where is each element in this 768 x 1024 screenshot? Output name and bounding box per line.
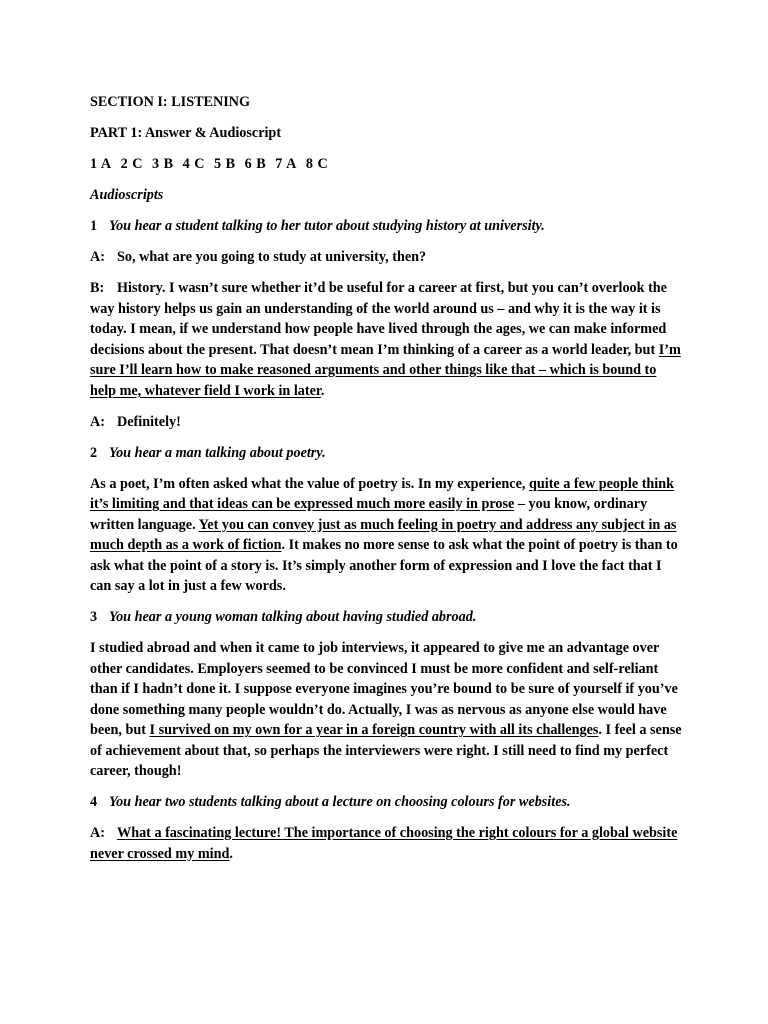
q1-prompt-text: You hear a student talking to her tutor about studying history at university. [109,218,545,234]
q2-text-2: – you know, ordinary written language. [90,496,648,533]
q1-line-a-text: So, what are you going to study at university, then? [117,249,427,265]
q2-text-3: . It makes no more sense to ask what the point of poetry is than to ask what the point of a story is. It’s simply another form of expression and I love the fact that I can say a lot in just a few words. [90,537,678,594]
answer-4: 4 C [182,156,205,172]
document-page [90,92,682,875]
q1-number: 1 [90,218,98,234]
q1-line-b [90,278,682,401]
q3-text-2: . I feel a sense of achievement about that, so perhaps the interviewers were right. I still need to find my perfect career, though! [90,722,682,779]
answer-5: 5 B [214,156,236,172]
q1-line-b-text: History. I wasn’t sure whether it’d be useful for a career at first, but you can’t overlook the way history helps us gain an understanding of the world around us – and why it is the way it is today. I mean, if we understand how people have lived through the ages, we can make informed decisions about the present. That doesn’t mean I’m thinking of a career as a world leader, but [90,280,667,358]
q4-number: 4 [90,794,98,810]
q2-prompt-text: You hear a man talking about poetry. [109,444,326,461]
answer-1: 1 A [90,156,112,172]
q3-number: 3 [90,609,98,625]
q2-body [90,474,682,597]
answer-3: 3 B [152,156,174,172]
q3-prompt-text: You hear a young woman talking about having studied abroad. [109,609,477,625]
answer-key [90,154,682,175]
q2-underlined-2: Yet you can convey just as much feeling in poetry and address any subject in as much depth as a work of fiction [90,516,677,553]
q4-line-a-end: . [229,845,233,862]
q2-number: 2 [90,444,98,461]
part-title: PART 1: Answer & Audioscript [90,125,282,141]
q3-text-1: I studied abroad and when it came to job interviews, it appeared to give me an advantage over other candidates. Employers seemed to be convinced I must be more confident and self-reliant than if I hadn’t done it. I suppose everyone imagines you’re bound to be sure of yourself if you’ve done something many people wouldn’t do. Actually, I was as nervous as anyone else would have been, but [90,640,678,738]
q2-text-1: As a poet, I’m often asked what the value of poetry is. In my experience, [90,475,529,492]
q3-body [90,638,682,782]
answer-2: 2 C [120,156,143,172]
q2-prompt [90,443,682,464]
q4-prompt-text: You hear two students talking about a lecture on choosing colours for websites. [109,794,571,810]
q1-speaker-a: A: [90,249,105,265]
q1-speaker-a2: A: [90,413,105,430]
q4-speaker-a: A: [90,825,105,841]
answer-7: 7 A [275,156,297,172]
q1-line-a [90,247,682,268]
answer-6: 6 B [244,156,267,172]
q1-line-a2-text: Definitely! [117,413,181,430]
q1-speaker-b: B: [90,280,105,296]
q1-line-b-end: . [320,382,325,399]
q1-prompt [90,216,682,237]
q1-line-b-underlined: I’m sure I’ll learn how to make reasoned arguments and other things like that – which is bound to help me, whatever field I work in later [90,341,681,399]
audioscripts-heading: Audioscripts [90,187,164,203]
q4-line-a-underlined: What a fascinating lecture! The importance of choosing the right colours for a global website never crossed my mind [90,825,678,862]
section-title: SECTION I: LISTENING [90,94,251,110]
q4-line-a [90,823,682,864]
q3-prompt [90,607,682,628]
answer-8: 8 C [305,156,329,172]
q4-prompt [90,792,682,813]
q1-line-a2 [90,412,682,433]
q3-underlined-1: I survived on my own for a year in a foreign country with all its challenges [149,722,599,738]
q2-underlined-1: quite a few people think it’s limiting and that ideas can be expressed much more easily in prose [90,475,675,512]
